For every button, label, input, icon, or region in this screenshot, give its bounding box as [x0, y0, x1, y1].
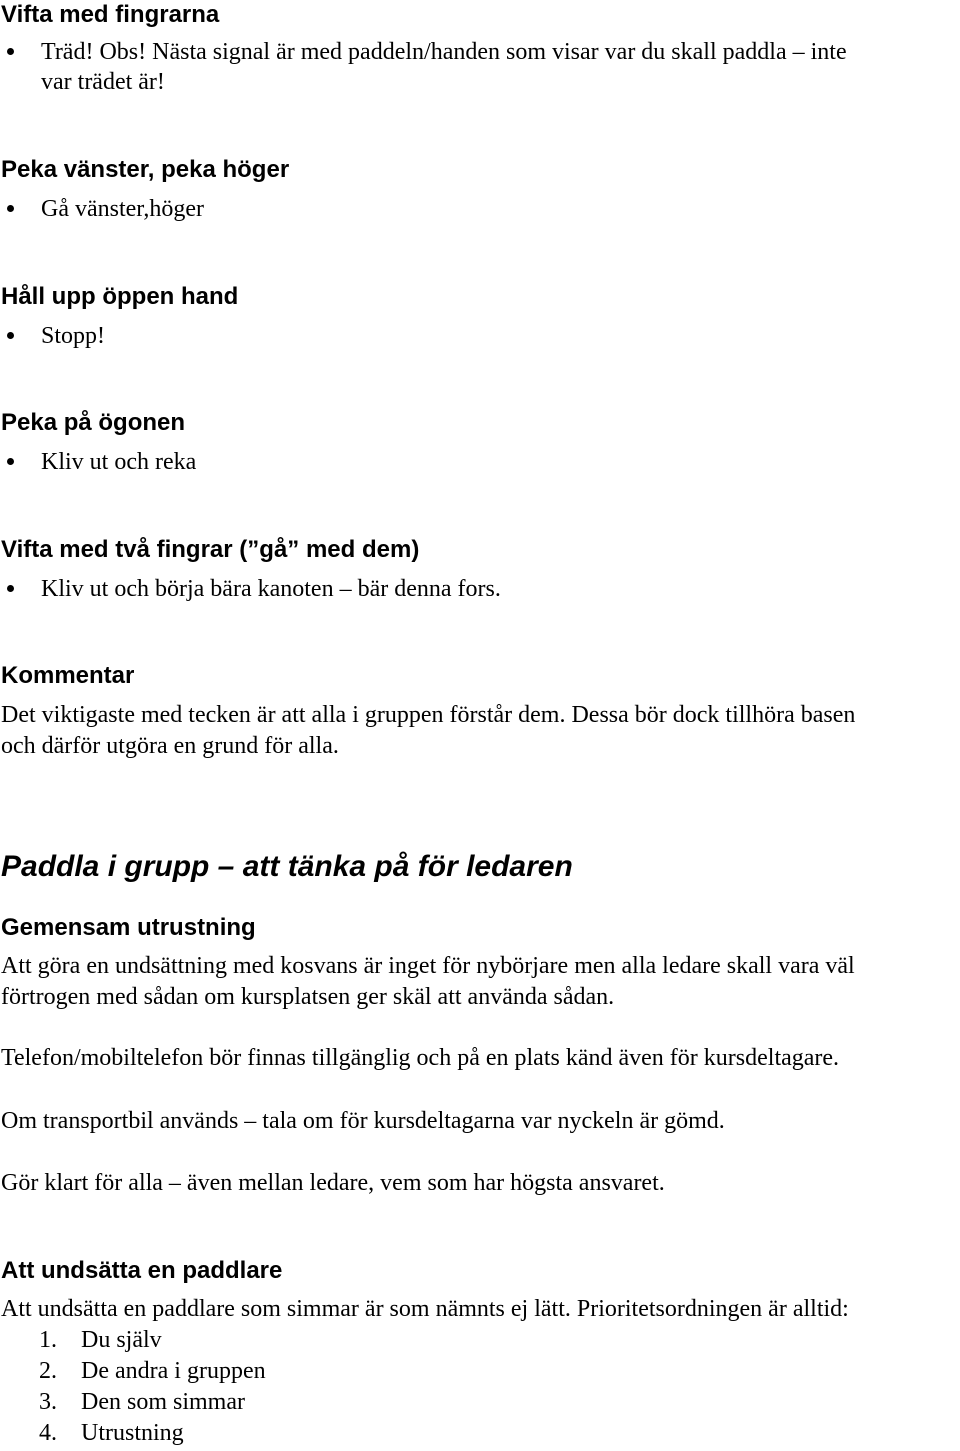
- list-item-text: De andra i gruppen: [81, 1358, 266, 1384]
- signal-heading-open-hand: Håll upp öppen hand: [1, 283, 239, 310]
- signal-bullet-line: Kliv ut och börja bära kanoten – bär denna fors.: [41, 576, 501, 602]
- signal-bullet-line: var trädet är!: [41, 69, 165, 95]
- signal-bullet-line: Gå vänster,höger: [41, 196, 204, 222]
- signal-heading-point-eyes: Peka på ögonen: [1, 409, 186, 436]
- gemensam-paragraph: Telefon/mobiltelefon bör finnas tillgänglig och på en plats känd även för kursdeltagare.: [1, 1045, 840, 1071]
- list-item-number: 1.: [39, 1327, 57, 1353]
- kommentar-line: Det viktigaste med tecken är att alla i gruppen förstår dem. Dessa bör dock tillhöra basen: [1, 702, 856, 728]
- bullet-icon: [7, 458, 14, 465]
- bullet-icon: [7, 48, 14, 55]
- bullet-icon: [7, 332, 14, 339]
- signal-heading-wave-fingers: Vifta med fingrarna: [1, 1, 220, 28]
- list-item-text: Utrustning: [81, 1420, 184, 1446]
- signal-heading-point-left-right: Peka vänster, peka höger: [1, 156, 290, 183]
- list-item-text: Du själv: [81, 1327, 162, 1353]
- gemensam-paragraph: Om transportbil används – tala om för kursdeltagarna var nyckeln är gömd.: [1, 1108, 725, 1134]
- section-title: Paddla i grupp – att tänka på för ledaren: [1, 850, 573, 883]
- kommentar-heading: Kommentar: [1, 662, 135, 689]
- gemensam-heading: Gemensam utrustning: [1, 914, 256, 941]
- bullet-icon: [7, 205, 14, 212]
- signal-bullet-line: Träd! Obs! Nästa signal är med paddeln/handen som visar var du skall paddla – inte: [41, 39, 847, 65]
- list-item-text: Den som simmar: [81, 1389, 245, 1415]
- signal-bullet-line: Stopp!: [41, 323, 106, 349]
- signal-heading-two-fingers: Vifta med två fingrar (”gå” med dem): [1, 536, 420, 563]
- undsatta-intro: Att undsätta en paddlare som simmar är som nämnts ej lätt. Prioritetsordningen är alltid:: [1, 1296, 849, 1322]
- list-item-number: 2.: [39, 1358, 57, 1384]
- list-item-number: 4.: [39, 1420, 57, 1446]
- signal-bullet-line: Kliv ut och reka: [41, 449, 197, 475]
- gemensam-paragraph-line: förtrogen med sådan om kursplatsen ger skäl att använda sådan.: [1, 984, 615, 1010]
- gemensam-paragraph: Gör klart för alla – även mellan ledare, vem som har högsta ansvaret.: [1, 1170, 665, 1196]
- undsatta-heading: Att undsätta en paddlare: [1, 1257, 283, 1284]
- kommentar-line: och därför utgöra en grund för alla.: [1, 733, 339, 759]
- gemensam-paragraph-line: Att göra en undsättning med kosvans är inget för nybörjare men alla ledare skall vara väl: [1, 953, 855, 979]
- list-item-number: 3.: [39, 1389, 57, 1415]
- bullet-icon: [7, 585, 14, 592]
